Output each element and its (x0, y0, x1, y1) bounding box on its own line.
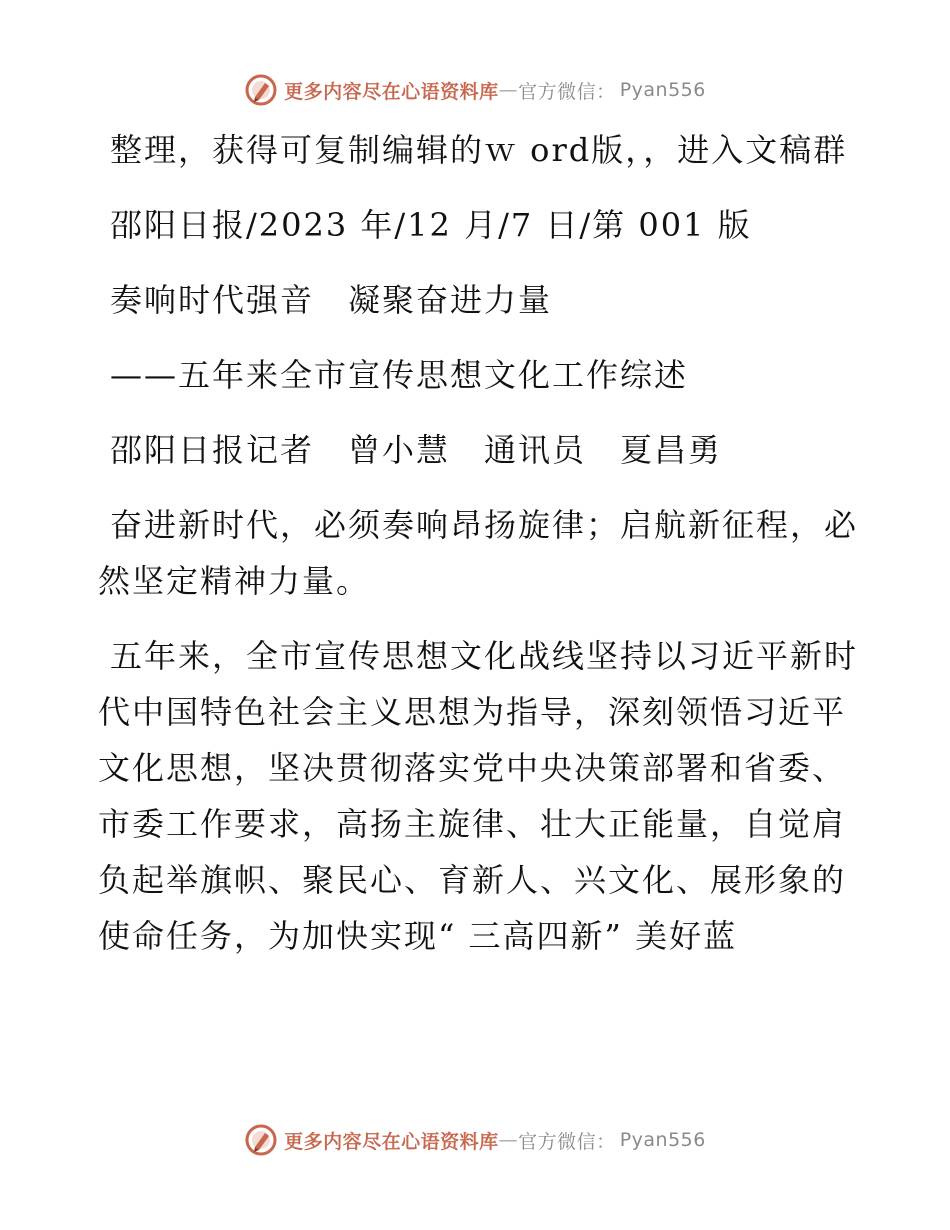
watermark-separator: — (498, 1129, 519, 1151)
watermark-id: Pyan556 (619, 79, 706, 101)
byline: 邵阳日报记者 曾小慧 通讯员 夏昌勇 (110, 431, 723, 469)
subheadline: ——五年来全市宣传思想文化工作综述 (110, 356, 689, 394)
watermark-separator: — (498, 79, 519, 101)
watermark-id: Pyan556 (619, 1129, 706, 1151)
watermark-banner-top (0, 70, 950, 110)
watermark-main-text: 更多内容尽在心语资料库 (284, 1130, 499, 1153)
intro-paragraph: 整理，获得可复制编辑的ｗ ord版，，进入文稿群 (110, 131, 848, 169)
paragraph-1: 奋进新时代，必须奏响昂扬旋律；启航新征程，必然坚定精神力量。 (98, 506, 859, 600)
watermark-main-text: 更多内容尽在心语资料库 (284, 80, 499, 103)
headline: 奏响时代强音 凝聚奋进力量 (110, 281, 553, 319)
document-body (98, 122, 858, 983)
paragraph-2: 五年来，全市宣传思想文化战线坚持以习近平新时代中国特色社会主义思想为指导，深刻领悟习近平文化思想，坚决贯彻落实党中央决策部署和省委、市委工作要求，高扬主旋律、壮大正能量，自觉肩负起举旗帜、聚民心、育新人、兴文化、展形象的使命任务，为加快实现“ 三高四新” 美好蓝 (98, 637, 859, 955)
watermark-label: 官方微信： (518, 1130, 616, 1153)
source-line: 邵阳日报/2023 年/12 月/7 日/第 001 版 (110, 206, 752, 244)
pen-nib-circle-icon (244, 73, 278, 107)
pen-nib-circle-icon (244, 1123, 278, 1157)
watermark-label: 官方微信： (518, 80, 616, 103)
watermark-banner-bottom (0, 1120, 950, 1160)
